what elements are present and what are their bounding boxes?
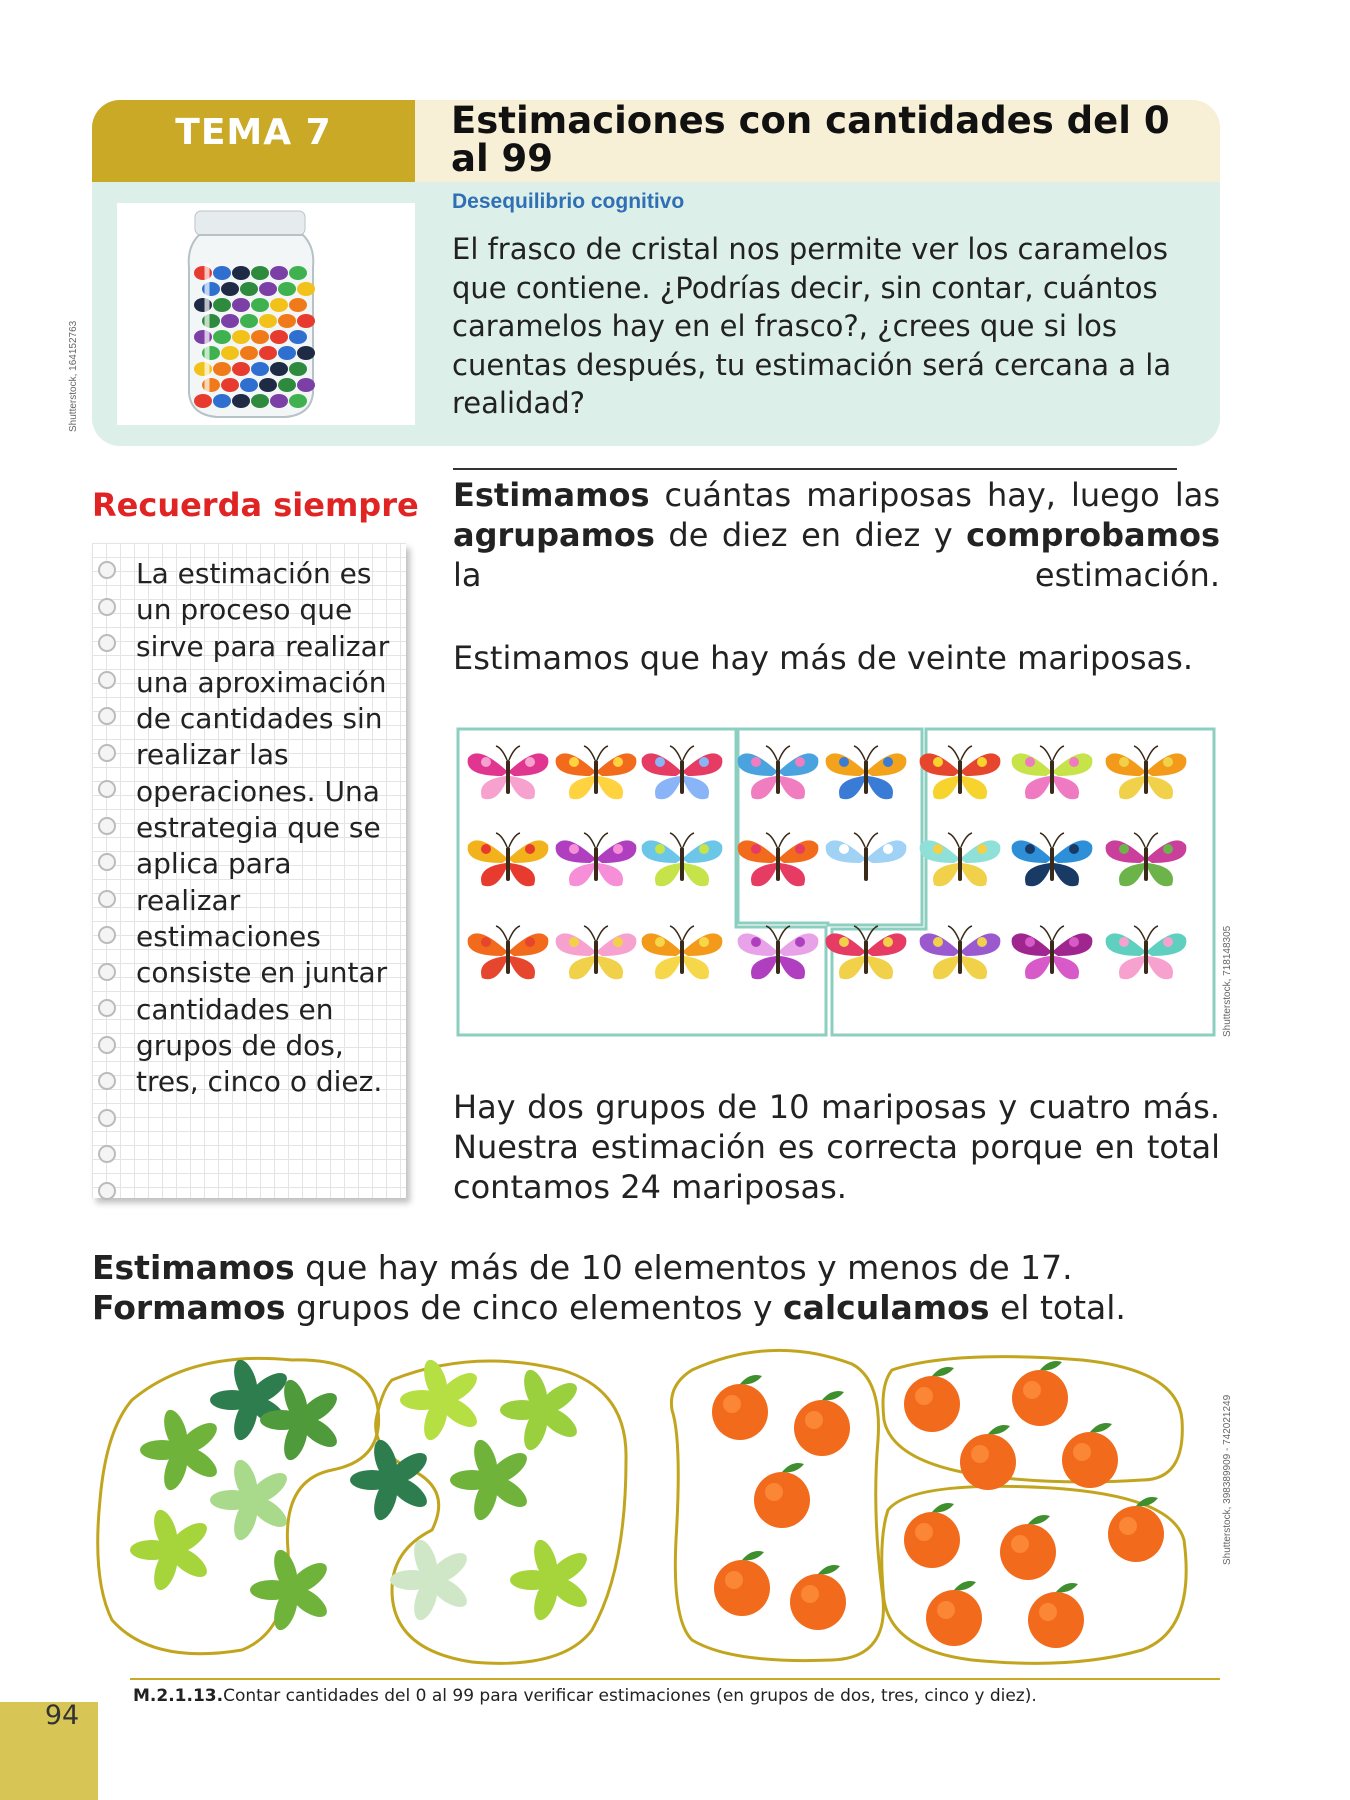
butterfly bbox=[556, 926, 637, 979]
bold-comprobamos: comprobamos bbox=[966, 516, 1220, 554]
recuerda-heading: Recuerda siempre bbox=[92, 486, 419, 524]
candy bbox=[251, 266, 269, 280]
notepad-ring bbox=[98, 963, 116, 981]
leaf bbox=[500, 1367, 582, 1453]
notepad-ring bbox=[98, 634, 116, 652]
candy bbox=[232, 266, 250, 280]
orange bbox=[1012, 1361, 1068, 1426]
butterfly bbox=[1012, 746, 1093, 799]
paragraph-veinte: Estimamos que hay más de veinte mariposas. bbox=[453, 639, 1193, 677]
orange bbox=[790, 1565, 846, 1630]
candy bbox=[259, 282, 277, 296]
curriculum-code: M.2.1.13. bbox=[133, 1686, 224, 1706]
intro-paragraph: El frasco de cristal nos permite ver los caramelos que contiene. ¿Podrías decir, sin contar, cuántos caramelos hay en el frasco?, ¿crees que si los cuentas después, tu estimación será cercana a la realidad? bbox=[452, 232, 1172, 420]
candy bbox=[221, 378, 239, 392]
butterfly bbox=[738, 926, 819, 979]
text-segment: grupos de cinco elementos y bbox=[285, 1288, 784, 1327]
orange bbox=[712, 1375, 768, 1440]
instruction-line-1 bbox=[92, 1248, 1222, 1288]
leaf bbox=[250, 1547, 332, 1633]
candy bbox=[221, 314, 239, 328]
tema-badge bbox=[92, 100, 415, 182]
text-segment: cuántas mariposas hay, luego las bbox=[649, 476, 1220, 514]
bottom-instructions bbox=[92, 1248, 1222, 1328]
candy bbox=[232, 330, 250, 344]
leaf bbox=[390, 1537, 472, 1623]
candy bbox=[278, 378, 296, 392]
candy bbox=[251, 394, 269, 408]
instruction-line-2 bbox=[92, 1288, 1222, 1328]
notepad-ring bbox=[98, 1182, 116, 1200]
leaf bbox=[140, 1407, 222, 1493]
notepad-ring bbox=[98, 999, 116, 1017]
leaf bbox=[350, 1437, 432, 1523]
leaf bbox=[130, 1507, 212, 1593]
candy bbox=[289, 266, 307, 280]
candy bbox=[270, 298, 288, 312]
candy bbox=[251, 330, 269, 344]
orange bbox=[1062, 1423, 1118, 1488]
butterfly bbox=[826, 833, 907, 886]
groups-credit: Shutterstock, 398389909 - 742021249 bbox=[1222, 1394, 1233, 1565]
bold-estimamos: Estimamos bbox=[453, 476, 650, 514]
candy bbox=[259, 314, 277, 328]
butterfly bbox=[556, 746, 637, 799]
leaf bbox=[450, 1437, 532, 1523]
photo-credit: Shutterstock, 164152763 bbox=[68, 320, 79, 432]
page-number: 94 bbox=[44, 1700, 80, 1731]
candy bbox=[297, 314, 315, 328]
leaf bbox=[210, 1357, 292, 1443]
notepad-ring bbox=[98, 707, 116, 725]
candy bbox=[240, 314, 258, 328]
candy bbox=[270, 266, 288, 280]
candy-jar-photo bbox=[117, 203, 415, 425]
grouping-illustration bbox=[92, 1340, 1222, 1670]
notepad-ring bbox=[98, 1036, 116, 1054]
bold-agrupamos: agrupamos bbox=[453, 516, 655, 554]
leaf bbox=[510, 1537, 592, 1623]
notepad-ring bbox=[98, 744, 116, 762]
butterfly bbox=[1012, 833, 1093, 886]
butterfly-grid bbox=[456, 727, 1216, 1037]
orange bbox=[754, 1463, 810, 1528]
candy bbox=[213, 330, 231, 344]
candy bbox=[213, 266, 231, 280]
paragraph-resultado: Hay dos grupos de 10 mariposas y cuatro más. Nuestra estimación es correcta porque en total contamos 24 mariposas. bbox=[453, 1088, 1220, 1206]
candy bbox=[278, 346, 296, 360]
candy bbox=[232, 362, 250, 376]
candy bbox=[270, 362, 288, 376]
candy bbox=[251, 362, 269, 376]
header-card bbox=[92, 100, 1220, 446]
notepad-ring bbox=[98, 817, 116, 835]
candy bbox=[213, 362, 231, 376]
notepad-ring bbox=[98, 1145, 116, 1163]
leaf bbox=[210, 1457, 292, 1543]
notepad-ring bbox=[98, 1072, 116, 1090]
notepad-ring bbox=[98, 926, 116, 944]
orange bbox=[926, 1581, 982, 1646]
butterfly bbox=[1106, 833, 1187, 886]
butterfly bbox=[826, 926, 907, 979]
notepad-ring bbox=[98, 1109, 116, 1127]
candy bbox=[289, 394, 307, 408]
candy bbox=[270, 330, 288, 344]
orange bbox=[794, 1391, 850, 1456]
candy bbox=[289, 330, 307, 344]
notepad-ring bbox=[98, 853, 116, 871]
candy bbox=[194, 394, 212, 408]
butterfly bbox=[642, 833, 723, 886]
notepad-ring bbox=[98, 780, 116, 798]
section-subheading: Desequilibrio cognitivo bbox=[452, 190, 685, 213]
text-segment: que hay más de 10 elementos y menos de 17. bbox=[294, 1248, 1073, 1287]
notepad-ring bbox=[98, 598, 116, 616]
orange bbox=[960, 1425, 1016, 1490]
butterfly bbox=[468, 833, 549, 886]
curriculum-note bbox=[133, 1686, 1037, 1706]
footer-divider bbox=[130, 1678, 1220, 1680]
candy bbox=[232, 394, 250, 408]
butterfly bbox=[920, 926, 1001, 979]
candy bbox=[270, 394, 288, 408]
page-title: Estimaciones con cantidades del 0 al 99 bbox=[451, 100, 1170, 180]
candy bbox=[297, 282, 315, 296]
notepad-ring bbox=[98, 890, 116, 908]
candy bbox=[297, 378, 315, 392]
butterfly bbox=[1106, 926, 1187, 979]
candy bbox=[259, 346, 277, 360]
candy bbox=[278, 282, 296, 296]
butterfly bbox=[642, 926, 723, 979]
butterfly bbox=[738, 833, 819, 886]
candy bbox=[240, 282, 258, 296]
text-segment: la estimación. bbox=[453, 556, 1220, 594]
orange bbox=[904, 1503, 960, 1568]
candy bbox=[289, 362, 307, 376]
butterfly bbox=[468, 926, 549, 979]
recuerda-text: La estimación es un proceso que sirve para realizar una aproximación de cantidades sin realizar las operaciones. Una estrategia que se aplica para realizar estimaciones consiste en juntar cantidades en grupos de dos, tres, cinco o diez. bbox=[136, 557, 390, 1099]
butterfly bbox=[826, 746, 907, 799]
text-segment: el total. bbox=[989, 1288, 1126, 1327]
butterfly bbox=[920, 833, 1001, 886]
butterfly bbox=[1012, 926, 1093, 979]
notepad-ring bbox=[98, 561, 116, 579]
bold-calculamos: calculamos bbox=[783, 1288, 990, 1327]
orange bbox=[904, 1367, 960, 1432]
candy bbox=[259, 378, 277, 392]
bold-formamos: Formamos bbox=[92, 1288, 286, 1327]
candy bbox=[221, 282, 239, 296]
candy bbox=[240, 346, 258, 360]
orange bbox=[1028, 1583, 1084, 1648]
orange bbox=[714, 1551, 770, 1616]
curriculum-text: Contar cantidades del 0 al 99 para verificar estimaciones (en grupos de dos, tres, cinco y diez). bbox=[223, 1686, 1037, 1706]
text-segment: de diez en diez y bbox=[654, 516, 967, 554]
candy bbox=[213, 298, 231, 312]
butterfly bbox=[738, 746, 819, 799]
candy bbox=[213, 394, 231, 408]
butterfly bbox=[920, 746, 1001, 799]
notepad-ring bbox=[98, 671, 116, 689]
divider-line bbox=[453, 468, 1177, 470]
leaf bbox=[400, 1357, 482, 1443]
butterfly bbox=[468, 746, 549, 799]
candy bbox=[232, 298, 250, 312]
candy bbox=[240, 378, 258, 392]
butterfly-credit: Shutterstock, 718148305 bbox=[1222, 925, 1233, 1037]
bold-estimamos: Estimamos bbox=[92, 1248, 295, 1287]
tema-label: TEMA 7 bbox=[175, 112, 332, 153]
candy bbox=[297, 346, 315, 360]
butterfly bbox=[642, 746, 723, 799]
candy bbox=[289, 298, 307, 312]
candy bbox=[278, 314, 296, 328]
orange bbox=[1000, 1515, 1056, 1580]
notepad-box bbox=[92, 543, 406, 1198]
butterfly bbox=[556, 833, 637, 886]
butterfly bbox=[1106, 746, 1187, 799]
orange bbox=[1108, 1497, 1164, 1562]
candy bbox=[221, 346, 239, 360]
candy bbox=[251, 298, 269, 312]
paragraph-estimamos bbox=[453, 475, 1220, 595]
